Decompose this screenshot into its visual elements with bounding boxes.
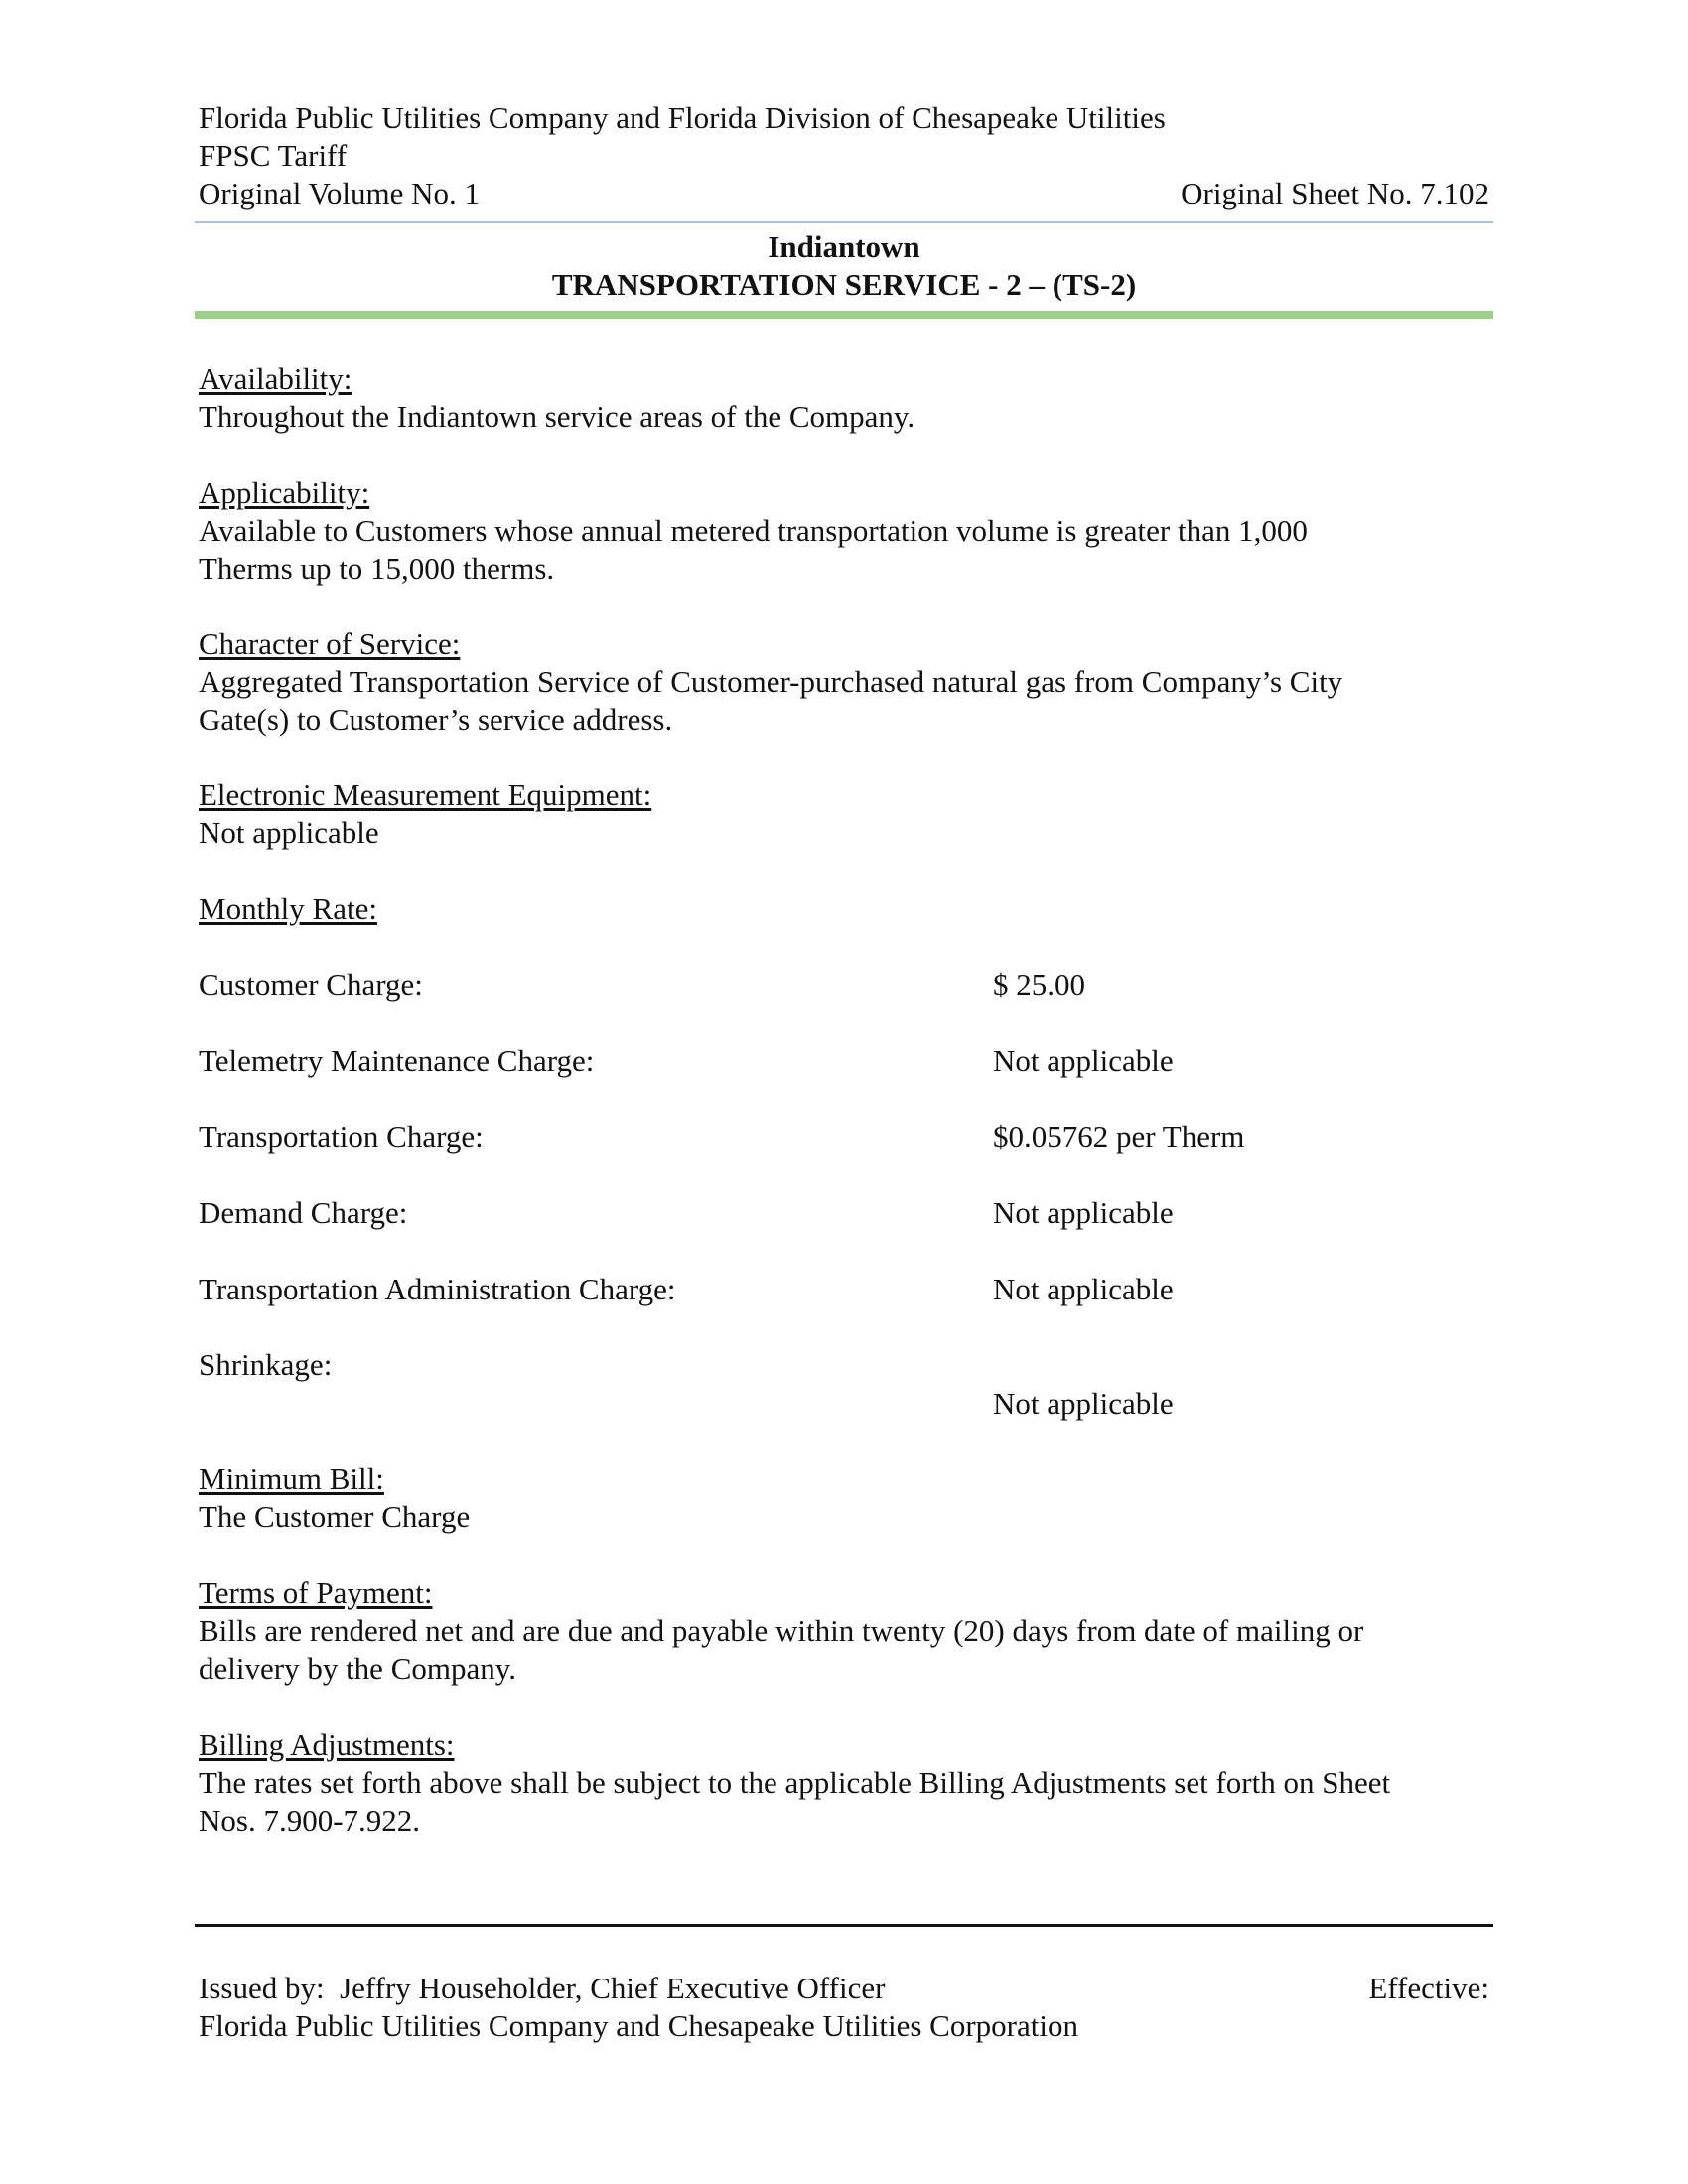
rate-label-telemetry: Telemetry Maintenance Charge: [199, 1043, 595, 1078]
rate-value-administration: Not applicable [993, 1272, 1174, 1306]
rate-value-demand: Not applicable [993, 1195, 1174, 1230]
measurement-text: Not applicable [199, 815, 379, 850]
applicability-text-line1: Available to Customers whose annual metered transportation volume is greater than 1,000 [199, 513, 1308, 548]
terms-heading: Terms of Payment: [199, 1575, 433, 1610]
billing-heading: Billing Adjustments: [199, 1727, 455, 1762]
rate-value-transportation: $0.05762 per Therm [993, 1119, 1245, 1154]
character-heading: Character of Service: [199, 626, 461, 661]
billing-text-line1: The rates set forth above shall be subject to the applicable Billing Adjustments set forth on Sheet [199, 1765, 1391, 1800]
rate-label-administration: Transportation Administration Charge: [199, 1272, 676, 1306]
header-tariff: FPSC Tariff [199, 138, 348, 173]
applicability-heading: Applicability: [199, 476, 370, 510]
rate-label-customer-charge: Customer Charge: [199, 967, 423, 1002]
character-text-line1: Aggregated Transportation Service of Customer-purchased natural gas from Company’s City [199, 664, 1343, 699]
footer-company: Florida Public Utilities Company and Chesapeake Utilities Corporation [199, 2008, 1078, 2043]
rate-value-shrinkage: Not applicable [993, 1386, 1174, 1421]
terms-text-line2: delivery by the Company. [199, 1651, 516, 1686]
measurement-heading: Electronic Measurement Equipment: [199, 777, 652, 812]
title-location: Indiantown [768, 229, 920, 264]
header-volume: Original Volume No. 1 [199, 176, 481, 210]
availability-heading: Availability: [199, 361, 352, 396]
terms-text-line1: Bills are rendered net and are due and payable within twenty (20) days from date of mailing or [199, 1613, 1364, 1648]
rate-label-shrinkage: Shrinkage: [199, 1347, 333, 1382]
footer-divider [195, 1924, 1493, 1927]
availability-text: Throughout the Indiantown service areas of the Company. [199, 399, 915, 434]
rate-label-transportation: Transportation Charge: [199, 1119, 484, 1154]
rate-label-demand: Demand Charge: [199, 1195, 408, 1230]
rate-value-telemetry: Not applicable [993, 1043, 1174, 1078]
minimum-bill-heading: Minimum Bill: [199, 1461, 384, 1496]
monthly-rate-heading: Monthly Rate: [199, 891, 377, 926]
header-sheet-number: Original Sheet No. 7.102 [1181, 176, 1489, 210]
header-divider [195, 221, 1493, 223]
rate-value-customer-charge: $ 25.00 [993, 967, 1085, 1002]
title-divider [195, 311, 1493, 319]
title-service: TRANSPORTATION SERVICE - 2 – (TS-2) [551, 267, 1137, 302]
billing-text-line2: Nos. 7.900-7.922. [199, 1803, 421, 1838]
minimum-bill-text: The Customer Charge [199, 1499, 471, 1534]
footer-effective: Effective: [1368, 1971, 1489, 2005]
header-company: Florida Public Utilities Company and Florida Division of Chesapeake Utilities [199, 100, 1166, 135]
footer-issued-by: Issued by: Jeffry Householder, Chief Executive Officer [199, 1971, 886, 2005]
applicability-text-line2: Therms up to 15,000 therms. [199, 551, 555, 586]
character-text-line2: Gate(s) to Customer’s service address. [199, 702, 673, 737]
